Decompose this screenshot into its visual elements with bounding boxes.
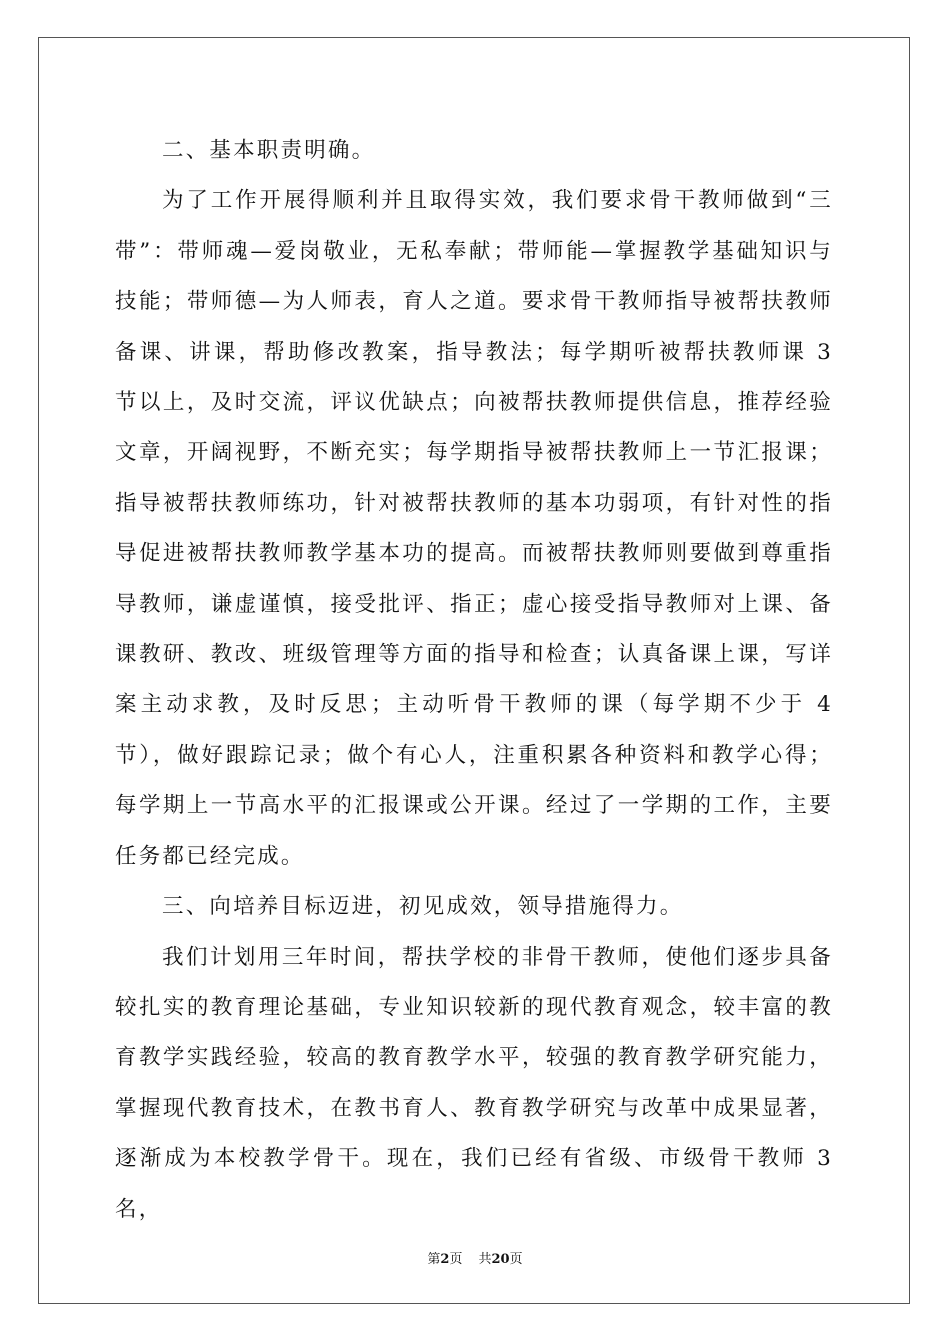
page-number: 2 [440, 1252, 450, 1267]
body-paragraph: 为了工作开展得顺利并且取得实效，我们要求骨干教师做到“三带”：带师魂—爱岗敬业，无私奉献；带师能—掌握教学基础知识与技能；带师德—为人师表，育人之道。要求骨干教师指导被帮扶教师备课、讲课，帮助修改教案，指导教法；每学期听被帮扶教师课 3 节以上，及时交流，评议优缺点；向被帮扶教师提供信息，推荐经验文章，开阔视野，不断充实；每学期指导被帮扶教师上一节汇报课；指导被帮扶教师练功，针对被帮扶教师的基本功弱项，有针对性的指导促进被帮扶教师教学基本功的提高。而被帮扶教师则要做到尊重指导教师，谦虚谨慎，接受批评、指正；虚心接受指导教师对上课、备课教研、教改、班级管理等方面的指导和检查；认真备课上课，写详案主动求教，及时反思；主动听骨干教师的课（每学期不少于 4 节），做好跟踪记录；做个有心人，注重积累各种资料和教学心得；每学期上一节高水平的汇报课或公开课。经过了一学期的工作，主要任务都已经完成。 [115, 188, 833, 869]
total-prefix: 共 [478, 1252, 492, 1267]
body-paragraph: 我们计划用三年时间，帮扶学校的非骨干教师，使他们逐步具备较扎实的教育理论基础，专业知识较新的现代教育观念，较丰富的教育教学实践经验，较高的教育教学水平，较强的教育教学研究能力，掌握现代教育技术，在教书育人、教育教学研究与改革中成果显著，逐渐成为本校教学骨干。现在，我们已经有省级、市级骨干教师 3 名， [115, 944, 833, 1222]
page-footer [0, 1248, 950, 1267]
total-suffix: 页 [509, 1252, 523, 1267]
section-heading-2: 二、基本职责明确。 [162, 138, 376, 163]
page-prefix: 第 [427, 1252, 441, 1267]
total-pages: 20 [491, 1252, 510, 1267]
document-body [115, 126, 833, 1235]
page-suffix: 页 [449, 1252, 463, 1267]
section-heading-3: 三、向培养目标迈进，初见成效，领导措施得力。 [162, 894, 684, 920]
